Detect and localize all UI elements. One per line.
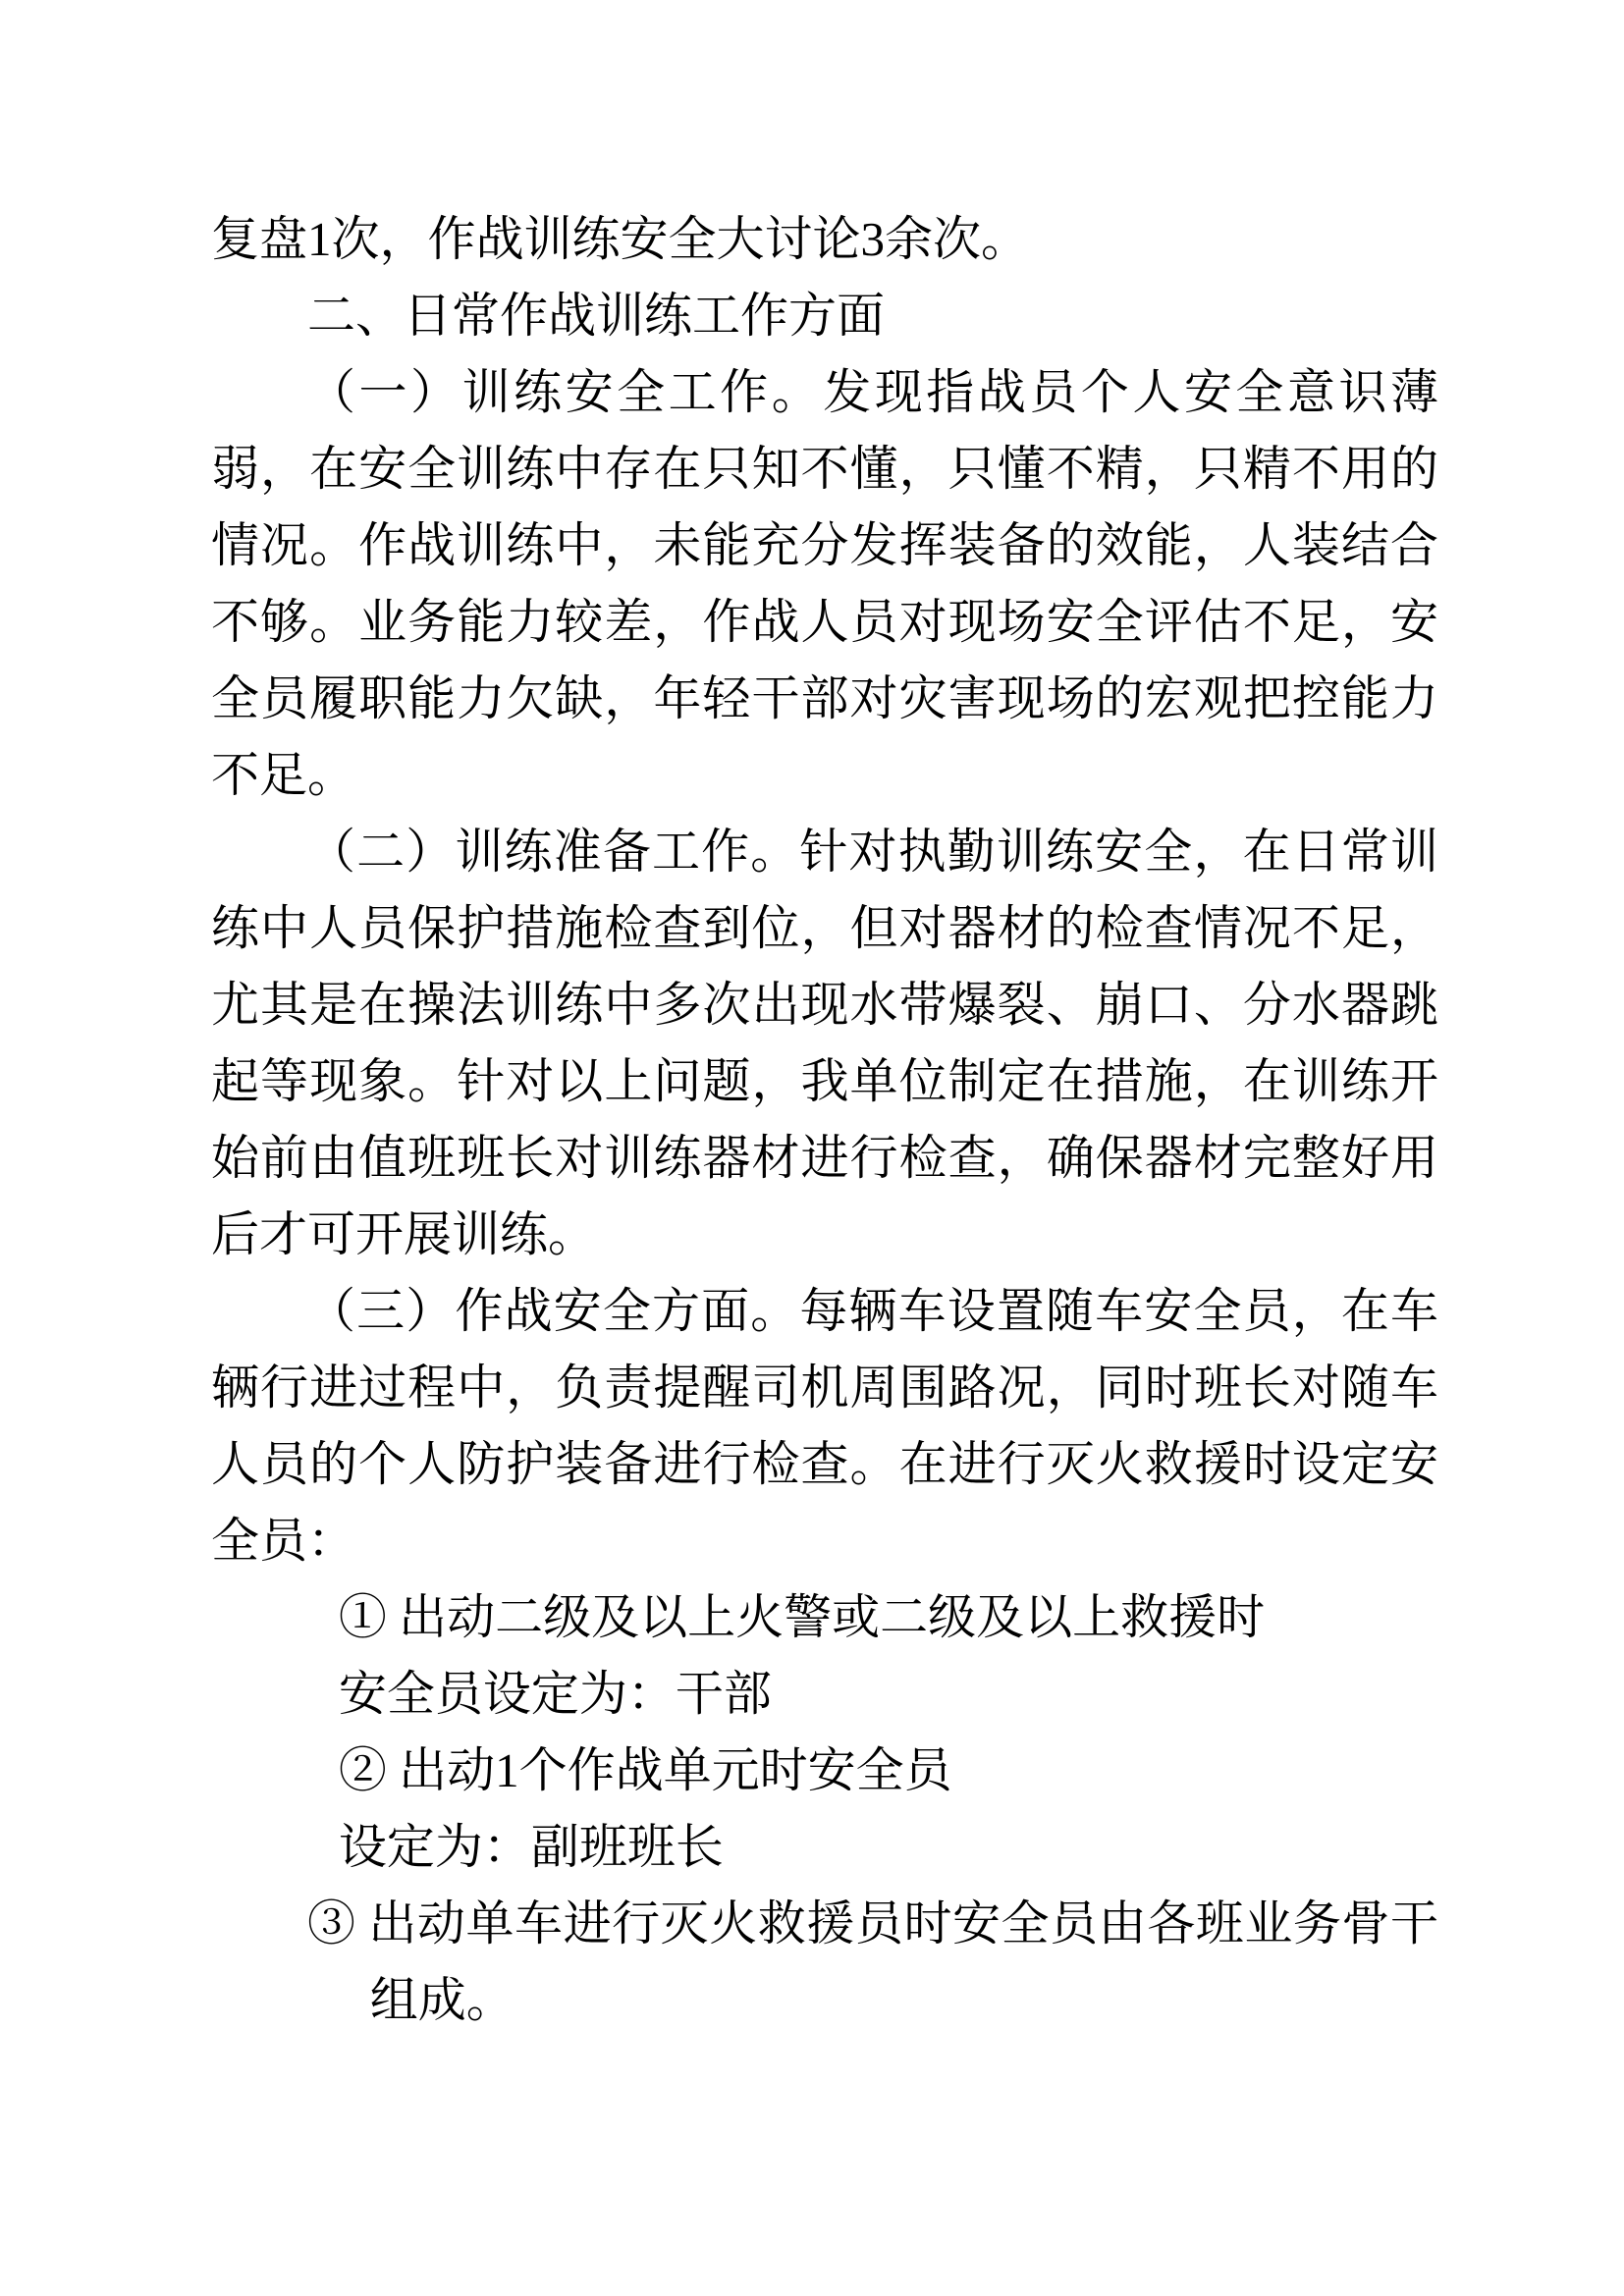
paragraph: （二）训练准备工作。针对执勤训练安全，在日常训练中人员保护措施检查到位，但对器材的检查情况不足，尤其是在操法训练中多次出现水带爆裂、崩口、分水器跳起等现象。针对以上问题，我单位制定在措施，在训练开始前由值班班长对训练器材进行检查，确保器材完整好用后才可开展训练。 [211,825,1438,1261]
paragraph: 复盘1次，作战训练安全大讨论3余次。 [211,212,1030,266]
paragraph: ③ 出动单车进行灭火救援员时安全员由各班业务骨干组成。 [307,1896,1438,2027]
paragraph: 设定为：副班班长 [338,1820,724,1874]
paragraph: ② 出动1个作战单元时安全员 [338,1743,952,1797]
paragraph: （三）作战安全方面。每辆车设置随车安全员，在车辆行进过程中，负责提醒司机周围路况，同时班长对随车人员的个人防护装备进行检查。在进行灭火救援时设定安全员： [211,1284,1438,1568]
paragraph: ① 出动二级及以上火警或二级及以上救援时 [338,1590,1266,1644]
paragraph: 二、日常作战训练工作方面 [307,289,886,343]
paragraph: （一）训练安全工作。发现指战员个人安全意识薄弱，在安全训练中存在只知不懂，只懂不精，只精不用的情况。作战训练中，未能充分发挥装备的效能，人装结合不够。业务能力较差，作战人员对现场安全评估不足，安全员履职能力欠缺，年轻干部对灾害现场的宏观把控能力不足。 [211,365,1438,802]
paragraph: 安全员设定为：干部 [338,1667,772,1721]
document-body [211,201,1438,2039]
